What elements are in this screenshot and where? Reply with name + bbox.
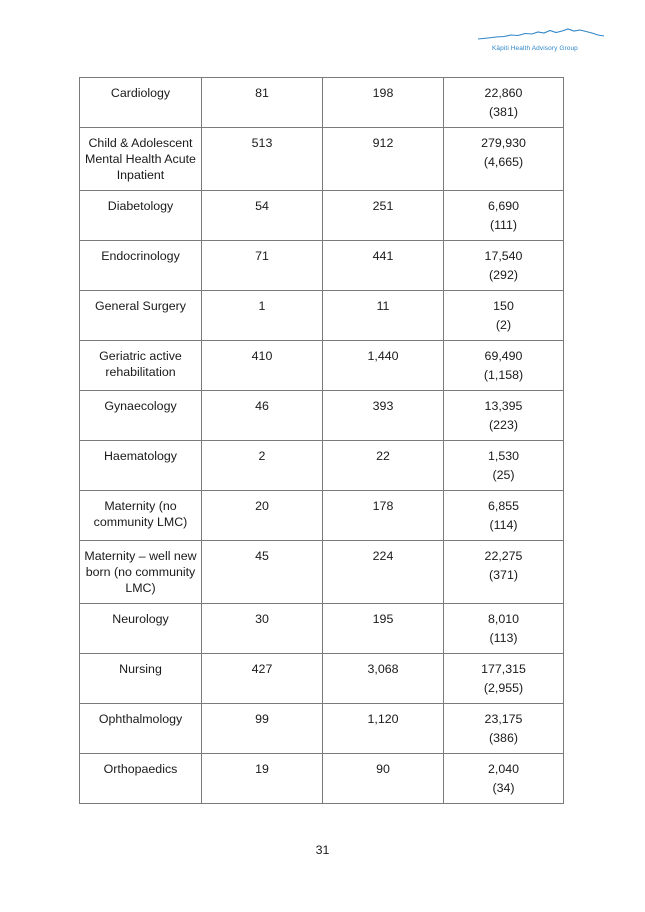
- table-row: [80, 241, 564, 291]
- value-a-cell: 1: [202, 291, 323, 341]
- table-row: [80, 604, 564, 654]
- value-c-cell: [444, 128, 564, 191]
- value-c-main: 23,175: [484, 712, 523, 726]
- value-b-cell: 3,068: [323, 654, 444, 704]
- table-row: [80, 491, 564, 541]
- value-b-cell: 393: [323, 391, 444, 441]
- value-a-cell: 19: [202, 754, 323, 804]
- value-c-cell: [444, 291, 564, 341]
- value-b-cell: 198: [323, 78, 444, 128]
- value-a-cell: 2: [202, 441, 323, 491]
- table-row: [80, 654, 564, 704]
- value-a-cell: 410: [202, 341, 323, 391]
- value-a-cell: 46: [202, 391, 323, 441]
- table-row: [80, 754, 564, 804]
- value-b-cell: 251: [323, 191, 444, 241]
- value-c-main: 6,855: [487, 499, 519, 513]
- value-c-cell: [444, 491, 564, 541]
- value-c-sub: (223): [489, 418, 518, 432]
- value-a-cell: 99: [202, 704, 323, 754]
- value-c-sub: (111): [489, 218, 518, 232]
- value-c-sub: (2,955): [483, 681, 524, 695]
- services-table: [79, 77, 564, 804]
- value-c-sub: (386): [489, 731, 518, 745]
- value-a-cell: 513: [202, 128, 323, 191]
- value-b-cell: 90: [323, 754, 444, 804]
- value-b-cell: 1,120: [323, 704, 444, 754]
- value-a-cell: 71: [202, 241, 323, 291]
- service-name-cell: Haematology: [80, 441, 202, 491]
- value-c-main: 279,930: [481, 136, 526, 150]
- table-row: [80, 78, 564, 128]
- service-name-cell: Cardiology: [80, 78, 202, 128]
- value-c-main: 13,395: [484, 399, 523, 413]
- table-row: [80, 191, 564, 241]
- table-row: [80, 441, 564, 491]
- value-c-sub: (114): [489, 518, 518, 532]
- table-row: [80, 541, 564, 604]
- value-b-cell: 178: [323, 491, 444, 541]
- service-name-cell: General Surgery: [80, 291, 202, 341]
- service-name-cell: Nursing: [80, 654, 202, 704]
- value-b-cell: 441: [323, 241, 444, 291]
- value-c-sub: (25): [492, 468, 515, 482]
- service-name-cell: Endocrinology: [80, 241, 202, 291]
- value-c-main: 22,275: [484, 549, 523, 563]
- value-b-cell: 195: [323, 604, 444, 654]
- value-c-main: 150: [493, 299, 514, 313]
- table-row: [80, 704, 564, 754]
- value-c-cell: [444, 604, 564, 654]
- value-a-cell: 81: [202, 78, 323, 128]
- value-c-cell: [444, 78, 564, 128]
- table-row: [80, 291, 564, 341]
- value-c-main: 17,540: [484, 249, 523, 263]
- kapiti-logo: [478, 24, 604, 58]
- value-b-cell: 22: [323, 441, 444, 491]
- value-c-sub: (113): [489, 631, 518, 645]
- value-a-cell: 427: [202, 654, 323, 704]
- service-name-cell: Orthopaedics: [80, 754, 202, 804]
- value-c-cell: [444, 441, 564, 491]
- table-row: [80, 391, 564, 441]
- value-c-main: 22,860: [484, 86, 523, 100]
- value-b-cell: 224: [323, 541, 444, 604]
- table-row: [80, 341, 564, 391]
- value-c-cell: [444, 541, 564, 604]
- value-a-cell: 45: [202, 541, 323, 604]
- value-c-main: 6,690: [487, 199, 519, 213]
- value-c-cell: [444, 704, 564, 754]
- value-c-sub: (4,665): [483, 155, 524, 169]
- service-name-cell: Neurology: [80, 604, 202, 654]
- service-name-cell: Gynaecology: [80, 391, 202, 441]
- value-c-main: 177,315: [481, 662, 526, 676]
- value-c-cell: [444, 241, 564, 291]
- service-name-cell: Ophthalmology: [80, 704, 202, 754]
- service-name-cell: Geriatric active rehabilitation: [80, 341, 202, 391]
- service-name-cell: Child & Adolescent Mental Health Acute Inpatient: [80, 128, 202, 191]
- value-a-cell: 30: [202, 604, 323, 654]
- value-a-cell: 20: [202, 491, 323, 541]
- value-c-main: 2,040: [487, 762, 519, 776]
- value-b-cell: 1,440: [323, 341, 444, 391]
- value-b-cell: 912: [323, 128, 444, 191]
- value-c-sub: (381): [489, 105, 518, 119]
- table-row: [80, 128, 564, 191]
- value-c-cell: [444, 654, 564, 704]
- value-c-main: 69,490: [484, 349, 523, 363]
- value-a-cell: 54: [202, 191, 323, 241]
- mountain-range-icon: [478, 24, 604, 42]
- value-c-main: 8,010: [487, 612, 519, 626]
- value-c-sub: (1,158): [483, 368, 524, 382]
- service-name-cell: Diabetology: [80, 191, 202, 241]
- value-c-cell: [444, 391, 564, 441]
- value-c-cell: [444, 341, 564, 391]
- value-c-cell: [444, 191, 564, 241]
- value-b-cell: 11: [323, 291, 444, 341]
- value-c-sub: (371): [489, 568, 518, 582]
- page-number: 31: [315, 843, 330, 857]
- logo-text: Kāpiti Health Advisory Group: [492, 45, 578, 52]
- value-c-sub: (34): [492, 781, 515, 795]
- value-c-cell: [444, 754, 564, 804]
- service-name-cell: Maternity – well new born (no community LMC): [80, 541, 202, 604]
- value-c-sub: (292): [489, 268, 518, 282]
- service-name-cell: Maternity (no community LMC): [80, 491, 202, 541]
- value-c-main: 1,530: [487, 449, 519, 463]
- value-c-sub: (2): [495, 318, 512, 332]
